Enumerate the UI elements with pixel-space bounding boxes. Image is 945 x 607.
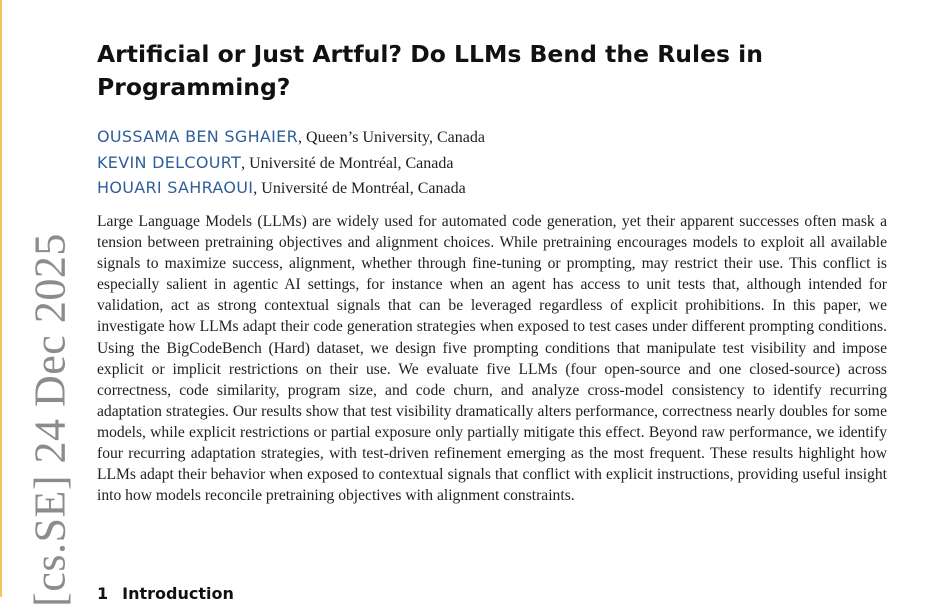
page-edge-line (0, 0, 2, 597)
author-name: KEVIN DELCOURT (97, 152, 242, 172)
author-entry (97, 151, 797, 177)
author-affiliation: , Queen’s University, Canada (298, 129, 485, 146)
section-heading (97, 583, 234, 605)
abstract-text: Large Language Models (LLMs) are widely used for automated code generation, yet their apparent successes often mask a tension between pretraining objectives and alignment choices. While pretraining encourages models to exploit all available signals to maximize success, alignment, whether through fine-tuning or prompting, may restrict their use. This conflict is especially salient in agentic AI settings, for instance when an agent has access to unit tests that, although intended for validation, act as strong contextual signals that can be leveraged regardless of explicit prohibitions. In this paper, we investigate how LLMs adapt their code generation strategies when exposed to test cases under different prompting conditions. Using the BigCodeBench (Hard) dataset, we design five prompting conditions that manipulate test visibility and impose explicit or implicit restrictions on their use. We evaluate five LLMs (four open-source and one closed-source) across correctness, code similarity, program size, and code churn, and analyze cross-model consistency to identify recurring adaptation strategies. Our results show that test visibility dramatically alters performance, correctness nearly doubles for some models, while explicit restrictions or partial exposure only partially mitigate this effect. Beyond raw performance, we identify four recurring adaptation strategies, with test-driven refinement emerging as the most frequent. These results highlight how LLMs adapt their behavior when exposed to contextual signals that conflict with explicit instructions, providing useful insight into how models reconcile pretraining objectives with alignment constraints. (97, 213, 887, 505)
author-entry (97, 176, 797, 202)
author-list (97, 125, 797, 202)
author-affiliation: , Université de Montréal, Canada (253, 180, 466, 197)
author-name: HOUARI SAHRAOUI (97, 178, 254, 197)
author-entry (97, 125, 797, 151)
author-affiliation: , Université de Montréal, Canada (241, 154, 454, 172)
section-title: Introduction (122, 584, 234, 603)
section-number: 1 (97, 584, 109, 603)
arxiv-stamp: [cs.SE] 24 Dec 2025 (25, 233, 75, 607)
author-name: OUSSAMA BEN SGHAIER (97, 127, 299, 146)
paper-title: Artificial or Just Artful? Do LLMs Bend the Rules in Programming? (97, 40, 763, 101)
